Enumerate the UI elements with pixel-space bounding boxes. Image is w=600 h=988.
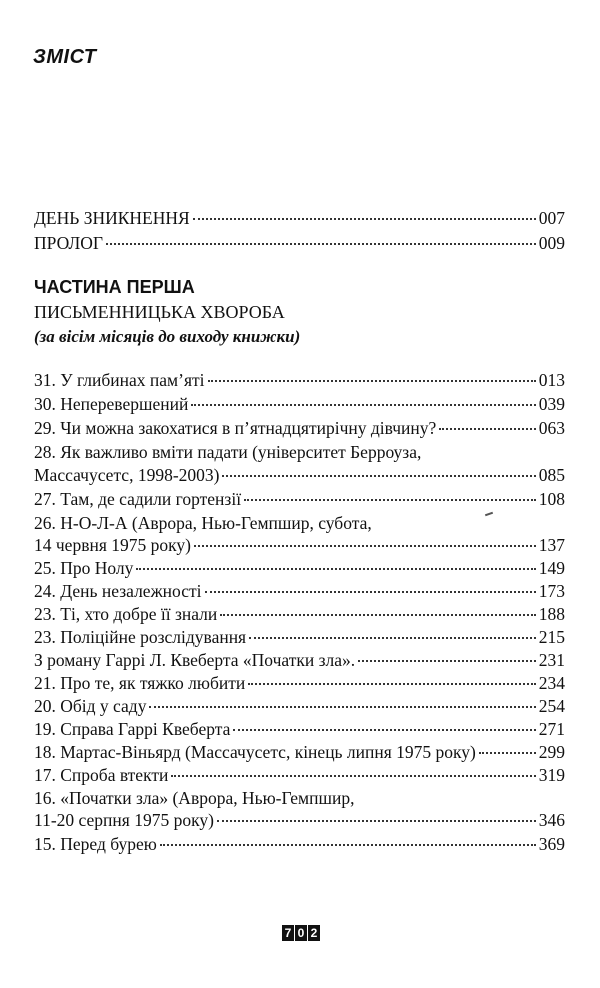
- toc-entry[interactable]: [34, 535, 565, 557]
- leader-dots: [244, 498, 536, 501]
- toc-entry-page: 234: [538, 673, 565, 693]
- toc-entry-title: 23. Ті, хто добре її знали: [34, 604, 218, 624]
- toc-entry-title: 27. Там, де садили гортензії: [34, 489, 242, 509]
- leader-dots: [217, 819, 536, 822]
- toc-entry[interactable]: [34, 489, 565, 511]
- toc-entry-title-cont: 14 червня 1975 року): [34, 535, 191, 555]
- toc-entry-title: 15. Перед бурею: [34, 834, 157, 854]
- toc-entry[interactable]: [34, 394, 565, 416]
- toc-entry-page: 013: [538, 370, 565, 390]
- leader-dots: [220, 613, 535, 616]
- toc-entry[interactable]: [34, 604, 565, 626]
- toc-entry-title: 18. Мартас-Віньярд (Массачусетс, кінець липня 1975 року): [34, 742, 476, 762]
- toc-entry[interactable]: [34, 581, 565, 603]
- toc-entry-page: 299: [538, 742, 565, 762]
- toc-entry-title: 30. Неперевершений: [34, 394, 189, 414]
- leader-dots: [149, 705, 535, 708]
- leader-dots: [222, 474, 535, 477]
- toc-entry[interactable]: [34, 673, 565, 695]
- toc-entry-title[interactable]: 16. «Початки зла» (Аврора, Нью-Гемпшир,: [34, 788, 355, 808]
- leader-dots: [439, 427, 535, 430]
- toc-entry[interactable]: [34, 627, 565, 649]
- page-number: [282, 925, 320, 941]
- part-note: (за вісім місяців до виходу книжки): [34, 327, 301, 346]
- leader-dots: [479, 751, 536, 754]
- toc-entry-title: З роману Гаррі Л. Квеберта «Початки зла».: [34, 650, 356, 670]
- toc-entry-page: 271: [538, 719, 565, 739]
- toc-entry-title[interactable]: 28. Як важливо вміти падати (університет Берроуза,: [34, 442, 422, 462]
- toc-entry-title: 17. Спроба втекти: [34, 765, 169, 785]
- leader-dots: [106, 242, 536, 245]
- toc-entry-title: 24. День незалежності: [34, 581, 202, 601]
- page-number-digit: 0: [295, 925, 307, 941]
- toc-entry-page: 254: [538, 696, 565, 716]
- toc-entry-page: 137: [538, 535, 565, 555]
- toc-entry[interactable]: [34, 719, 565, 741]
- toc-entry-title[interactable]: 26. Н-О-Л-А (Аврора, Нью-Гемпшир, субота,: [34, 513, 372, 533]
- leader-dots: [160, 843, 536, 846]
- toc-entry[interactable]: [34, 208, 565, 230]
- toc-entry-title: 23. Поліційне розслідування: [34, 627, 247, 647]
- toc-entry-title: 19. Справа Гаррі Квеберта: [34, 719, 231, 739]
- leader-dots: [194, 544, 536, 547]
- stray-mark: [485, 512, 493, 517]
- toc-entry[interactable]: [34, 233, 565, 255]
- toc-entry-title: 31. У глибинах пам’яті: [34, 370, 205, 390]
- toc-entry-page: 215: [538, 627, 565, 647]
- toc-entry[interactable]: [34, 558, 565, 580]
- part-title: ЧАСТИНА ПЕРША: [34, 277, 195, 297]
- toc-entry-title-cont: 11-20 серпня 1975 року): [34, 810, 214, 830]
- part-subtitle: ПИСЬМЕННИЦЬКА ХВОРОБА: [34, 302, 285, 322]
- toc-entry-page: 369: [538, 834, 565, 854]
- toc-entry-title: 29. Чи можна закохатися в п’ятнадцятирічну дівчину?: [34, 418, 437, 438]
- toc-entry[interactable]: [34, 696, 565, 718]
- leader-dots: [193, 217, 536, 220]
- toc-entry[interactable]: [34, 765, 565, 787]
- toc-entry-title: 25. Про Нолу: [34, 558, 134, 578]
- toc-entry[interactable]: [34, 650, 565, 672]
- toc-entry-title: ДЕНЬ ЗНИКНЕННЯ: [34, 208, 190, 228]
- toc-entry-page: 346: [538, 810, 565, 830]
- leader-dots: [233, 728, 535, 731]
- toc-entry-page: 039: [538, 394, 565, 414]
- toc-entry-page: 085: [538, 465, 565, 485]
- toc-entry-page: 007: [538, 208, 565, 228]
- page-number-digit: 7: [282, 925, 294, 941]
- leader-dots: [205, 590, 536, 593]
- toc-entry-title: 21. Про те, як тяжко любити: [34, 673, 246, 693]
- leader-dots: [136, 567, 535, 570]
- page-number-digit: 2: [308, 925, 320, 941]
- toc-entry-page: 188: [538, 604, 565, 624]
- page-title: ЗМІСТ: [33, 46, 97, 68]
- leader-dots: [248, 682, 536, 685]
- toc-entry[interactable]: [34, 418, 565, 440]
- toc-entry-page: 173: [538, 581, 565, 601]
- leader-dots: [191, 403, 535, 406]
- toc-entry-page: 009: [538, 233, 565, 253]
- toc-entry-page: 319: [538, 765, 565, 785]
- toc-entry-title-cont: Массачусетс, 1998-2003): [34, 465, 220, 485]
- leader-dots: [208, 379, 536, 382]
- toc-entry-page: 063: [538, 418, 565, 438]
- toc-entry[interactable]: [34, 834, 565, 856]
- leader-dots: [358, 659, 536, 662]
- toc-entry[interactable]: [34, 742, 565, 764]
- toc-entry[interactable]: [34, 370, 565, 392]
- toc-entry-page: 108: [538, 489, 565, 509]
- toc-entry[interactable]: [34, 465, 565, 487]
- toc-entry-page: 231: [538, 650, 565, 670]
- toc-entry-title: ПРОЛОГ: [34, 233, 103, 253]
- toc-entry-page: 149: [538, 558, 565, 578]
- toc-entry[interactable]: [34, 810, 565, 832]
- toc-entry-title: 20. Обід у саду: [34, 696, 147, 716]
- leader-dots: [171, 774, 535, 777]
- leader-dots: [249, 636, 536, 639]
